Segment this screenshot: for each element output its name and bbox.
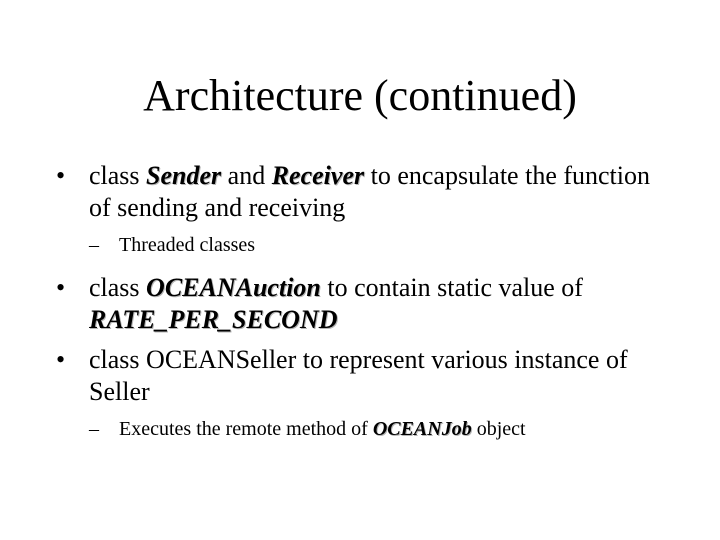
- text-run: Executes the remote method of: [119, 418, 373, 440]
- text-run: object: [471, 418, 526, 440]
- slide-body: [56, 160, 676, 456]
- class-name-receiver: Receiver: [271, 161, 365, 190]
- text-run: and: [221, 161, 272, 190]
- bullet-marker: •: [56, 345, 66, 374]
- class-name-oceanauction: OCEANAuction: [146, 273, 321, 302]
- bullet-marker: •: [56, 273, 66, 302]
- bullet-item-ocean-seller: [56, 344, 676, 408]
- sub-bullet-marker: –: [89, 418, 99, 440]
- bullet-marker: •: [56, 161, 66, 190]
- bullet-item-ocean-auction: [56, 272, 676, 336]
- text-run: to encapsulate the function of sending and receiving: [89, 161, 651, 222]
- slide-title: Architecture (continued): [143, 71, 577, 120]
- bullet-text: [89, 273, 583, 334]
- class-name-sender: Sender: [146, 161, 222, 190]
- sub-item-threaded-classes: [56, 232, 676, 258]
- bullet-item-sender-receiver: [56, 160, 676, 224]
- class-name-oceanjob: OCEANJob: [372, 418, 472, 440]
- bullet-text: class OCEANSeller to represent various instance of Seller: [89, 345, 628, 406]
- bullet-text: [89, 161, 650, 222]
- text-run: class: [89, 273, 147, 302]
- sub-item-executes-remote-method: [56, 416, 676, 442]
- sub-bullet-text: [119, 418, 526, 440]
- sub-bullet-text: Threaded classes: [119, 234, 256, 256]
- text-run: to contain static value of: [320, 273, 583, 302]
- sub-bullet-marker: –: [89, 234, 99, 256]
- constant-rate-per-second: RATE_PER_SECOND: [89, 305, 338, 334]
- text-run: class: [89, 161, 147, 190]
